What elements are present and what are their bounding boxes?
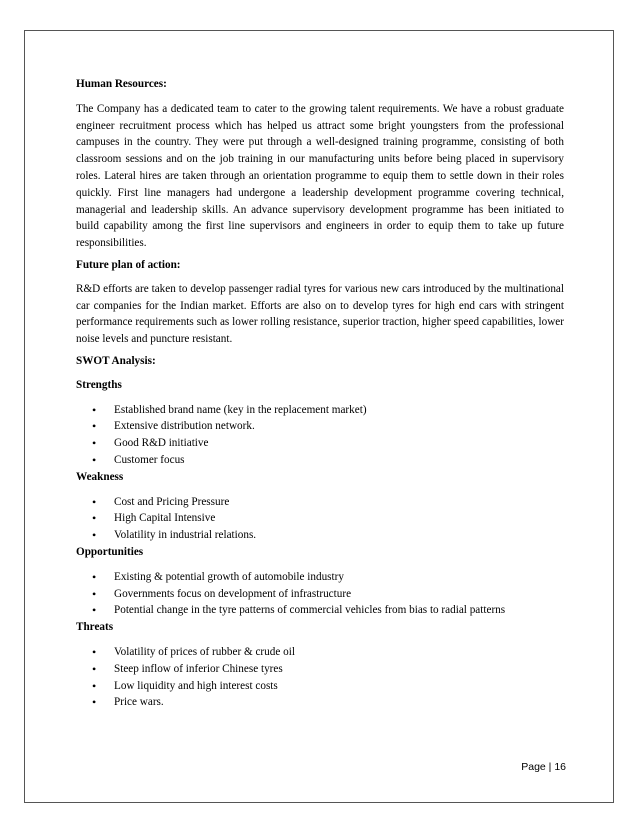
weakness-list (76, 494, 564, 544)
document-body (76, 68, 564, 711)
strengths-heading: Strengths (76, 378, 122, 391)
list-item: • Volatility of prices of rubber & crude oil (76, 644, 564, 661)
strengths-list (76, 402, 564, 469)
list-item: • Governments focus on development of infrastructure (76, 586, 564, 603)
human-resources-paragraph: The Company has a dedicated team to cater to the growing talent requirements. We have a robust graduate engineer recruitment process which has helped us attract some bright youngsters from the professional campuses in the country. They were put through a well-designed training programme, consisting of both classroom sessions and on the job training in our manufacturing units before being placed in supervisory roles. Lateral hires are taken through an orientation programme to equip them to settle down in their roles quickly. First line managers had undergone a leadership development programme covering technical, managerial and leadership skills. An advance supervisory development programme has been initiated to build capability among the first line supervisors and engineers in order to equip them to take up future responsibilities. (76, 102, 564, 250)
list-item: • Customer focus (76, 452, 564, 469)
opportunities-list (76, 569, 564, 619)
list-item: • Price wars. (76, 694, 564, 711)
future-plan-heading: Future plan of action: (76, 258, 181, 271)
list-item: • Established brand name (key in the replacement market) (76, 402, 564, 419)
list-item: • Volatility in industrial relations. (76, 527, 564, 544)
human-resources-heading: Human Resources: (76, 78, 167, 90)
page-number: Page | 16 (521, 761, 566, 773)
list-item: • Potential change in the tyre patterns of commercial vehicles from bias to radial patterns (76, 602, 564, 619)
opportunities-heading: Opportunities (76, 545, 144, 558)
list-item: • Existing & potential growth of automobile industry (76, 569, 564, 586)
list-item: • Extensive distribution network. (76, 418, 564, 435)
threats-heading: Threats (76, 621, 114, 634)
list-item: • Low liquidity and high interest costs (76, 678, 564, 695)
weakness-heading: Weakness (76, 470, 124, 483)
list-item: • Steep inflow of inferior Chinese tyres (76, 661, 564, 678)
list-item: • High Capital Intensive (76, 510, 564, 527)
swot-heading: SWOT Analysis: (76, 354, 156, 367)
threats-list (76, 644, 564, 711)
list-item: • Cost and Pricing Pressure (76, 494, 564, 511)
list-item: • Good R&D initiative (76, 435, 564, 452)
future-plan-paragraph: R&D efforts are taken to develop passenger radial tyres for various new cars introduced by the multinational car companies for the Indian market. Efforts are also on to develop tyres for high end cars with stringent performance requirements such as lower rolling resistance, superior traction, higher speed capabilities, lower noise levels and puncture resistant. (76, 282, 564, 346)
